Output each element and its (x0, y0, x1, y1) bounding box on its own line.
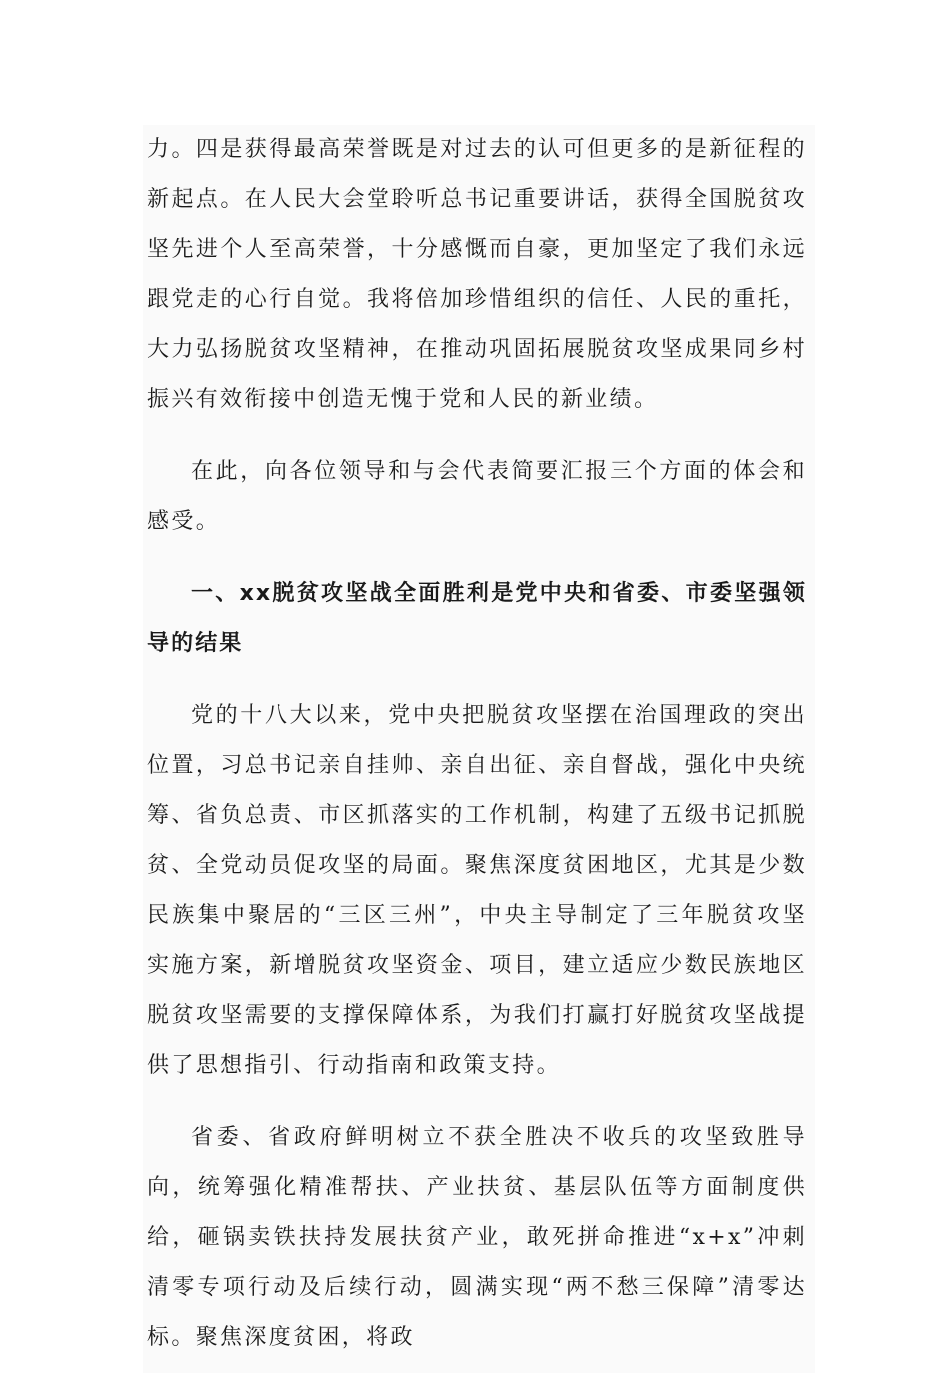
document-body (143, 125, 815, 1373)
paragraph-central-leadership: 党的十八大以来，党中央把脱贫攻坚摆在治国理政的突出位置，习总书记亲自挂帅、亲自出征、亲自督战，强化中央统筹、省负总责、市区抓落实的工作机制，构建了五级书记抓脱贫、全党动员促攻坚的局面。聚焦深度贫困地区，尤其是少数民族集中聚居的“三区三州”，中央主导制定了三年脱贫攻坚实施方案，新增脱贫攻坚资金、项目，建立适应少数民族地区脱贫攻坚需要的支撑保障体系，为我们打赢打好脱贫攻坚战提供了思想指引、行动指南和政策支持。 (147, 703, 807, 1078)
section-heading: 一、xx脱贫攻坚战全面胜利是党中央和省委、市委坚强领导的结果 (147, 581, 807, 656)
paragraph-provincial-efforts: 省委、省政府鲜明树立不获全胜决不收兵的攻坚致胜导向，统筹强化精准帮扶、产业扶贫、基层队伍等方面制度供给，砸锅卖铁扶持发展扶贫产业，敢死拼命推进“x+x”冲刺清零专项行动及后续行动，圆满实现“两不愁三保障”清零达标。聚焦深度贫困，将政 (147, 1125, 807, 1350)
paragraph-intro: 在此，向各位领导和与会代表简要汇报三个方面的体会和感受。 (147, 459, 807, 534)
paragraph-continuation: 力。四是获得最高荣誉既是对过去的认可但更多的是新征程的新起点。在人民大会堂聆听总书记重要讲话，获得全国脱贫攻坚先进个人至高荣誉，十分感慨而自豪，更加坚定了我们永远跟党走的心行自觉。我将倍加珍惜组织的信任、人民的重托，大力弘扬脱贫攻坚精神，在推动巩固拓展脱贫攻坚成果同乡村振兴有效衔接中创造无愧于党和人民的新业绩。 (147, 137, 807, 412)
